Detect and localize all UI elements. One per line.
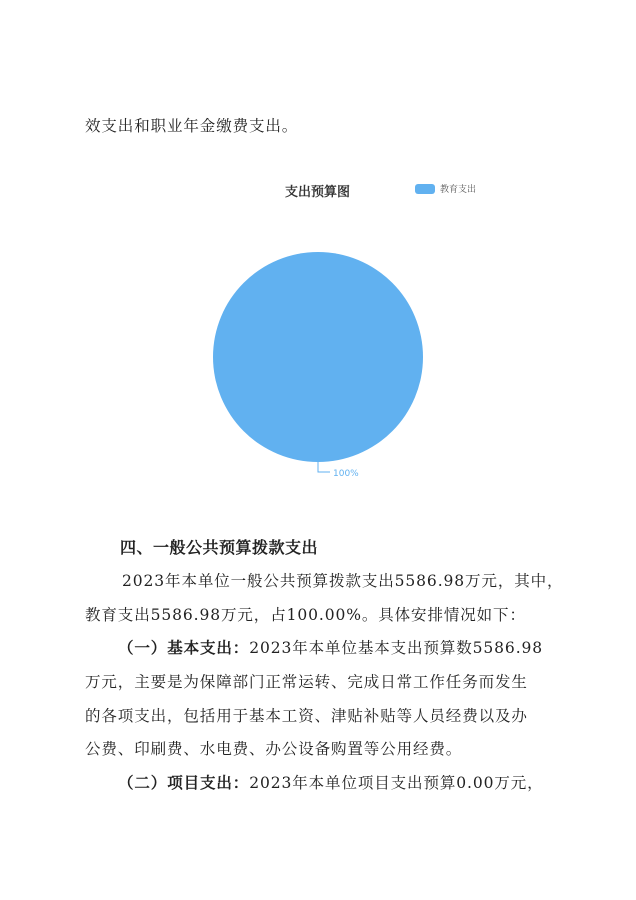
basic-expenditure-line-2: 万元，主要是为保障部门正常运转、完成日常工作任务而发生 [85, 673, 528, 691]
section-heading: 四、一般公共预算拨款支出 [120, 538, 319, 557]
legend-label: 教育支出 [440, 185, 477, 195]
basic-expenditure-line-1-text: 2023年本单位基本支出预算数5586.98 [249, 639, 544, 657]
paragraph-1-line-1: 2023年本单位一般公共预算拨款支出5586.98万元，其中， [122, 572, 564, 590]
project-expenditure-line-1-text: 2023年本单位项目支出预算0.00万元， [249, 774, 544, 792]
basic-expenditure-line-3: 的各项支出，包括用于基本工资、津贴补贴等人员经费以及办 [85, 707, 528, 725]
basic-expenditure-line-4: 公费、印刷费、水电费、办公设备购置等公用经费。 [85, 740, 463, 758]
chart-title: 支出预算图 [285, 185, 351, 200]
project-expenditure-line-1 [118, 773, 544, 793]
basic-expenditure-line-1 [118, 638, 543, 658]
project-expenditure-label: （二）项目支出： [118, 774, 250, 792]
pie-slice [213, 252, 423, 462]
slice-label: 100% [333, 469, 359, 479]
basic-expenditure-label: （一）基本支出： [118, 639, 250, 657]
intro-line: 效支出和职业年金缴费支出。 [85, 117, 299, 135]
paragraph-1-line-2: 教育支出5586.98万元，占100.00%。具体安排情况如下： [85, 606, 526, 624]
